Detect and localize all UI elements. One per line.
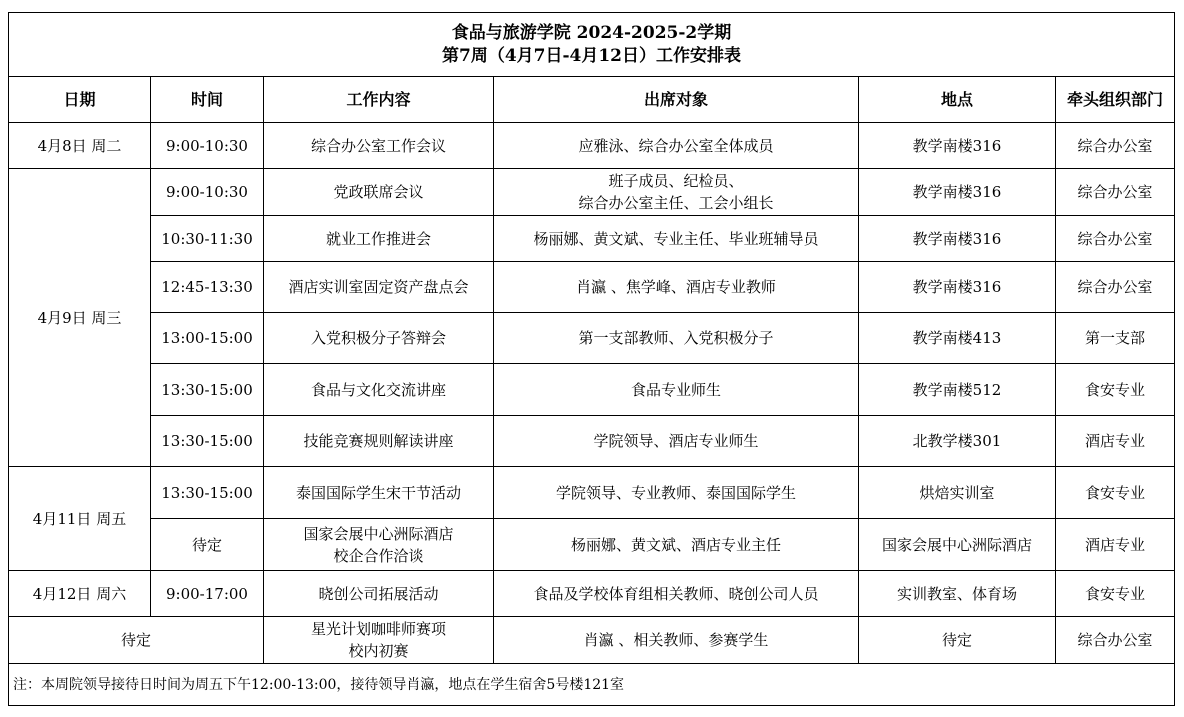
time-cell: 9:00-17:00 xyxy=(151,571,264,617)
department-cell: 食安专业 xyxy=(1056,364,1175,416)
table-row xyxy=(9,262,1175,313)
date-cell: 4月12日 周六 xyxy=(9,571,151,617)
department-cell: 酒店专业 xyxy=(1056,519,1175,571)
location-cell: 国家会展中心洲际酒店 xyxy=(859,519,1056,571)
content-cell xyxy=(264,617,494,664)
header-department: 牵头组织部门 xyxy=(1056,77,1175,123)
content-line-2: 校企合作洽谈 xyxy=(333,546,424,565)
table-row xyxy=(9,313,1175,364)
header-row xyxy=(9,77,1175,123)
content-cell: 综合办公室工作会议 xyxy=(264,123,494,169)
date-cell: 4月8日 周二 xyxy=(9,123,151,169)
department-cell: 酒店专业 xyxy=(1056,416,1175,467)
department-cell: 综合办公室 xyxy=(1056,262,1175,313)
time-cell: 13:30-15:00 xyxy=(151,416,264,467)
title-row xyxy=(9,13,1175,77)
note-row xyxy=(9,664,1175,706)
table-row xyxy=(9,216,1175,262)
date-cell: 4月9日 周三 xyxy=(9,169,151,467)
department-cell: 食安专业 xyxy=(1056,467,1175,519)
table-row xyxy=(9,123,1175,169)
department-cell: 第一支部 xyxy=(1056,313,1175,364)
location-cell: 教学南楼512 xyxy=(859,364,1056,416)
content-line-2: 校内初赛 xyxy=(348,642,409,660)
table-row xyxy=(9,467,1175,519)
attendees-cell: 肖瀛 、相关教师、参赛学生 xyxy=(494,617,859,664)
attendees-cell: 肖瀛 、焦学峰、酒店专业教师 xyxy=(494,262,859,313)
time-cell: 13:30-15:00 xyxy=(151,364,264,416)
content-cell xyxy=(264,519,494,571)
location-cell: 教学南楼413 xyxy=(859,313,1056,364)
attendees-cell: 学院领导、酒店专业师生 xyxy=(494,416,859,467)
time-cell: 9:00-10:30 xyxy=(151,169,264,216)
header-attendees: 出席对象 xyxy=(494,77,859,123)
department-cell: 综合办公室 xyxy=(1056,216,1175,262)
time-cell: 待定 xyxy=(151,519,264,571)
content-cell: 酒店实训室固定资产盘点会 xyxy=(264,262,494,313)
content-cell: 食品与文化交流讲座 xyxy=(264,364,494,416)
content-cell: 入党积极分子答辩会 xyxy=(264,313,494,364)
attendees-cell: 杨丽娜、黄文斌、酒店专业主任 xyxy=(494,519,859,571)
schedule-table xyxy=(8,12,1175,706)
time-cell: 10:30-11:30 xyxy=(151,216,264,262)
content-line-1: 星光计划咖啡师赛项 xyxy=(310,620,446,638)
table-row xyxy=(9,169,1175,216)
table-row xyxy=(9,364,1175,416)
attendees-cell: 食品专业师生 xyxy=(494,364,859,416)
content-cell: 就业工作推进会 xyxy=(264,216,494,262)
attendees-cell: 食品及学校体育组相关教师、晓创公司人员 xyxy=(494,571,859,617)
header-location: 地点 xyxy=(859,77,1056,123)
time-cell: 13:30-15:00 xyxy=(151,467,264,519)
content-cell: 技能竞赛规则解读讲座 xyxy=(264,416,494,467)
title-line-2: 第7周（4月7日-4月12日）工作安排表 xyxy=(441,45,742,66)
attendees-cell: 应雅泳、综合办公室全体成员 xyxy=(494,123,859,169)
attendees-cell: 杨丽娜、黄文斌、专业主任、毕业班辅导员 xyxy=(494,216,859,262)
department-cell: 食安专业 xyxy=(1056,571,1175,617)
attendees-cell: 学院领导、专业教师、泰国国际学生 xyxy=(494,467,859,519)
location-cell: 教学南楼316 xyxy=(859,262,1056,313)
date-cell: 4月11日 周五 xyxy=(9,467,151,571)
table-row xyxy=(9,416,1175,467)
location-cell: 烘焙实训室 xyxy=(859,467,1056,519)
datetime-cell: 待定 xyxy=(9,617,264,664)
content-line-1: 国家会展中心洲际酒店 xyxy=(303,524,454,543)
footnote: 注：本周院领导接待日时间为周五下午12:00-13:00，接待领导肖瀛，地点在学生宿舍5号楼121室 xyxy=(9,664,1175,706)
content-cell: 晓创公司拓展活动 xyxy=(264,571,494,617)
attendees-cell: 第一支部教师、入党积极分子 xyxy=(494,313,859,364)
location-cell: 教学南楼316 xyxy=(859,123,1056,169)
location-cell: 待定 xyxy=(859,617,1056,664)
table-row xyxy=(9,571,1175,617)
table-row xyxy=(9,519,1175,571)
table-row xyxy=(9,617,1175,664)
header-time: 时间 xyxy=(151,77,264,123)
table-title xyxy=(9,13,1175,77)
department-cell: 综合办公室 xyxy=(1056,617,1175,664)
header-content: 工作内容 xyxy=(264,77,494,123)
department-cell: 综合办公室 xyxy=(1056,123,1175,169)
department-cell: 综合办公室 xyxy=(1056,169,1175,216)
title-line-1: 食品与旅游学院 2024-2025-2学期 xyxy=(451,22,732,43)
content-cell: 泰国国际学生宋干节活动 xyxy=(264,467,494,519)
content-cell: 党政联席会议 xyxy=(264,169,494,216)
attendees-cell xyxy=(494,169,859,216)
location-cell: 教学南楼316 xyxy=(859,169,1056,216)
location-cell: 实训教室、体育场 xyxy=(859,571,1056,617)
location-cell: 北教学楼301 xyxy=(859,416,1056,467)
attendees-line-1: 班子成员、纪检员、 xyxy=(608,172,744,190)
header-date: 日期 xyxy=(9,77,151,123)
time-cell: 9:00-10:30 xyxy=(151,123,264,169)
time-cell: 12:45-13:30 xyxy=(151,262,264,313)
attendees-line-2: 综合办公室主任、工会小组长 xyxy=(578,194,774,212)
location-cell: 教学南楼316 xyxy=(859,216,1056,262)
time-cell: 13:00-15:00 xyxy=(151,313,264,364)
